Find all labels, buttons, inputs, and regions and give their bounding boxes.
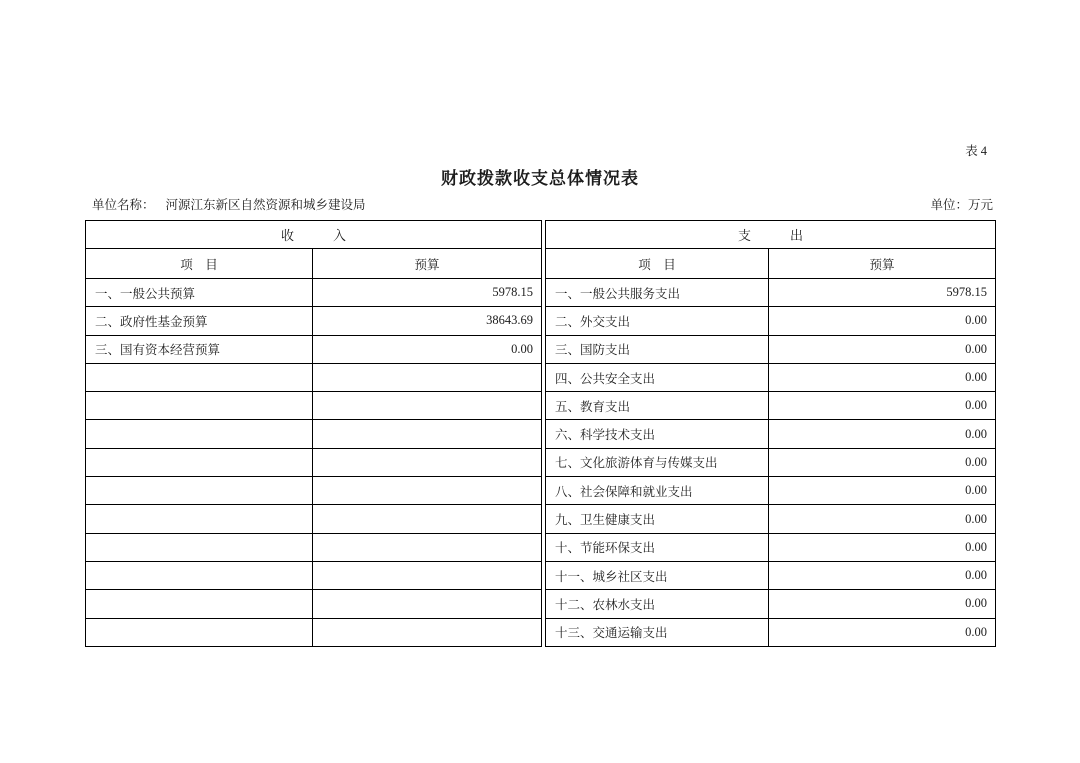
budget-tables [85,220,996,647]
expenditure-item-cell: 六、科学技术支出 [546,420,769,448]
income-value-cell: 0.00 [313,335,542,363]
expenditure-section-header: 支 出 [546,221,996,249]
unit-name-group [85,195,366,213]
table-row [546,307,996,335]
expenditure-item-cell: 九、卫生健康支出 [546,505,769,533]
table-row [546,363,996,391]
income-item-cell: 三、国有资本经营预算 [86,335,313,363]
table-row [86,618,542,646]
table-row [546,420,996,448]
expenditure-table [545,220,996,647]
income-item-cell [86,363,313,391]
table-row [546,392,996,420]
expenditure-value-cell: 0.00 [769,363,996,391]
table-row [546,279,996,307]
income-value-cell [313,618,542,646]
income-item-cell [86,477,313,505]
expenditure-item-cell: 十、节能环保支出 [546,533,769,561]
income-col-budget-header: 预算 [313,249,542,279]
expenditure-item-cell: 三、国防支出 [546,335,769,363]
table-row [546,477,996,505]
expenditure-value-cell: 0.00 [769,561,996,589]
table-row [546,561,996,589]
income-col-item-header: 项 目 [86,249,313,279]
income-item-cell [86,392,313,420]
table-row [546,448,996,476]
income-value-cell [313,505,542,533]
expenditure-value-cell: 0.00 [769,505,996,533]
income-value-cell [313,477,542,505]
income-item-cell: 一、一般公共预算 [86,279,313,307]
expenditure-value-cell: 0.00 [769,420,996,448]
income-item-cell [86,590,313,618]
expenditure-col-budget-header: 预算 [769,249,996,279]
income-item-cell [86,561,313,589]
expenditure-item-cell: 四、公共安全支出 [546,363,769,391]
table-row [546,618,996,646]
expenditure-value-cell: 0.00 [769,335,996,363]
income-item-cell [86,420,313,448]
table-row [86,533,542,561]
expenditure-item-cell: 八、社会保障和就业支出 [546,477,769,505]
income-item-cell [86,505,313,533]
unit-name-label: 单位名称： [92,198,155,212]
table-row [86,477,542,505]
table-row [86,279,542,307]
table-row [86,392,542,420]
expenditure-value-cell: 0.00 [769,448,996,476]
table-row [86,590,542,618]
expenditure-value-cell: 0.00 [769,392,996,420]
table-row [86,363,542,391]
expenditure-col-item-header: 项 目 [546,249,769,279]
expenditure-item-cell: 二、外交支出 [546,307,769,335]
table-row [86,505,542,533]
expenditure-value-cell: 0.00 [769,477,996,505]
page-title: 财政拨款收支总体情况表 [441,169,639,188]
income-value-cell [313,561,542,589]
table-row [86,448,542,476]
income-value-cell [313,363,542,391]
income-value-cell [313,420,542,448]
table-row [546,505,996,533]
income-item-cell [86,618,313,646]
unit-name-value: 河源江东新区自然资源和城乡建设局 [165,198,366,212]
expenditure-value-cell: 0.00 [769,590,996,618]
income-value-cell [313,392,542,420]
table-row [546,335,996,363]
meta-row [85,195,993,213]
expenditure-item-cell: 十一、城乡社区支出 [546,561,769,589]
expenditure-value-cell: 0.00 [769,533,996,561]
income-value-cell [313,448,542,476]
income-item-cell: 二、政府性基金预算 [86,307,313,335]
income-value-cell [313,533,542,561]
income-item-cell [86,533,313,561]
income-value-cell: 5978.15 [313,279,542,307]
table-row [546,533,996,561]
income-item-cell [86,448,313,476]
expenditure-item-cell: 十三、交通运输支出 [546,618,769,646]
expenditure-value-cell: 0.00 [769,618,996,646]
expenditure-item-cell: 十二、农林水支出 [546,590,769,618]
expenditure-value-cell: 5978.15 [769,279,996,307]
table-number-tag: 表4 [965,144,990,158]
income-value-cell [313,590,542,618]
income-value-cell: 38643.69 [313,307,542,335]
table-row [86,561,542,589]
table-row [86,420,542,448]
unit-of-measure-label: 单位：万元 [930,198,993,212]
table-row [86,335,542,363]
table-row [546,590,996,618]
income-section-header: 收 入 [86,221,542,249]
expenditure-item-cell: 五、教育支出 [546,392,769,420]
income-table [85,220,542,647]
expenditure-item-cell: 一、一般公共服务支出 [546,279,769,307]
expenditure-value-cell: 0.00 [769,307,996,335]
table-row [86,307,542,335]
expenditure-item-cell: 七、文化旅游体育与传媒支出 [546,448,769,476]
